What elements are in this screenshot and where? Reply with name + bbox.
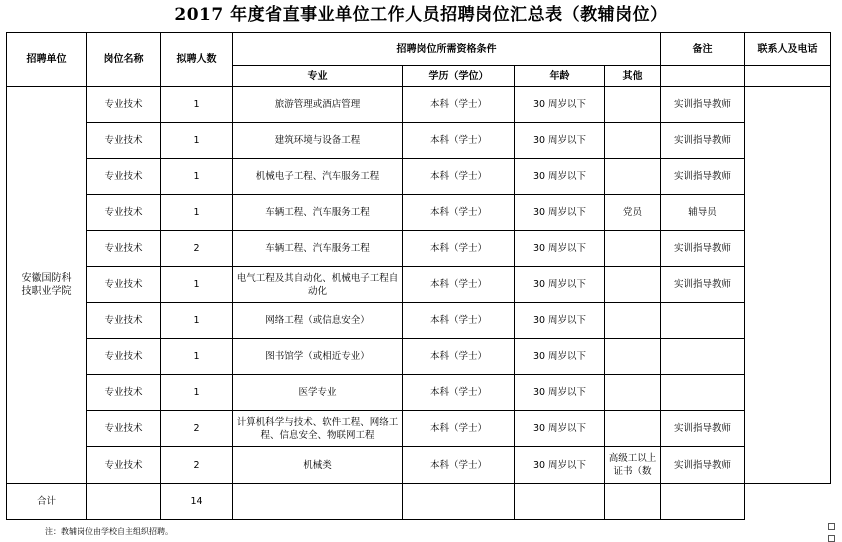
other-cell <box>605 339 661 375</box>
table-row <box>7 231 831 267</box>
degree-cell: 本科（学士） <box>403 303 515 339</box>
remark-cell <box>661 375 745 411</box>
position-cell: 专业技术 <box>87 123 161 159</box>
total-label-cell: 合计 <box>7 484 87 520</box>
other-cell <box>605 159 661 195</box>
table-row <box>7 447 831 484</box>
remark-cell: 实训指导教师 <box>661 123 745 159</box>
remark-cell: 实训指导教师 <box>661 159 745 195</box>
degree-cell: 本科（学士） <box>403 231 515 267</box>
count-cell: 1 <box>161 267 233 303</box>
degree-cell: 本科（学士） <box>403 87 515 123</box>
table-row <box>7 87 831 123</box>
age-cell: 30 周岁以下 <box>515 447 605 484</box>
major-cell: 车辆工程、汽车服务工程 <box>233 195 403 231</box>
total-blank-cell <box>661 484 745 520</box>
table-row <box>7 411 831 447</box>
age-cell: 30 周岁以下 <box>515 159 605 195</box>
header-remark-blank <box>661 66 745 87</box>
age-cell: 30 周岁以下 <box>515 87 605 123</box>
position-cell: 专业技术 <box>87 159 161 195</box>
other-cell <box>605 303 661 339</box>
remark-cell: 实训指导教师 <box>661 231 745 267</box>
major-cell: 计算机科学与技术、软件工程、网络工程、信息安全、物联网工程 <box>233 411 403 447</box>
major-cell: 建筑环境与设备工程 <box>233 123 403 159</box>
header-count: 拟聘人数 <box>161 33 233 87</box>
remark-cell: 实训指导教师 <box>661 267 745 303</box>
other-cell <box>605 375 661 411</box>
other-cell <box>605 231 661 267</box>
major-cell: 网络工程（或信息安全） <box>233 303 403 339</box>
header-contact: 联系人及电话 <box>745 33 831 66</box>
count-cell: 1 <box>161 87 233 123</box>
total-blank-cell <box>233 484 403 520</box>
position-cell: 专业技术 <box>87 411 161 447</box>
header-major: 专业 <box>233 66 403 87</box>
major-cell: 机械类 <box>233 447 403 484</box>
degree-cell: 本科（学士） <box>403 375 515 411</box>
header-degree: 学历（学位） <box>403 66 515 87</box>
remark-cell <box>661 339 745 375</box>
count-cell: 2 <box>161 411 233 447</box>
age-cell: 30 周岁以下 <box>515 339 605 375</box>
other-cell <box>605 411 661 447</box>
position-cell: 专业技术 <box>87 375 161 411</box>
other-cell: 高级工以上证书（数 <box>605 447 661 484</box>
total-count-cell: 14 <box>161 484 233 520</box>
total-blank-cell <box>515 484 605 520</box>
total-blank-cell <box>605 484 661 520</box>
corner-marker <box>828 523 835 530</box>
remark-cell: 实训指导教师 <box>661 411 745 447</box>
major-cell: 机械电子工程、汽车服务工程 <box>233 159 403 195</box>
header-requirements: 招聘岗位所需资格条件 <box>233 33 661 66</box>
age-cell: 30 周岁以下 <box>515 231 605 267</box>
header-position: 岗位名称 <box>87 33 161 87</box>
major-cell: 医学专业 <box>233 375 403 411</box>
unit-name-cell: 安徽国防科技职业学院 <box>7 87 87 484</box>
major-cell: 电气工程及其自动化、机械电子工程自动化 <box>233 267 403 303</box>
other-cell <box>605 267 661 303</box>
table-row <box>7 375 831 411</box>
position-cell: 专业技术 <box>87 231 161 267</box>
total-row <box>7 484 831 520</box>
total-blank-cell <box>87 484 161 520</box>
count-cell: 1 <box>161 159 233 195</box>
recruitment-table <box>6 32 831 520</box>
degree-cell: 本科（学士） <box>403 339 515 375</box>
header-contact-blank <box>745 66 831 87</box>
table-row <box>7 339 831 375</box>
contact-cell <box>745 87 831 484</box>
count-cell: 1 <box>161 195 233 231</box>
position-cell: 专业技术 <box>87 303 161 339</box>
major-cell: 车辆工程、汽车服务工程 <box>233 231 403 267</box>
degree-cell: 本科（学士） <box>403 195 515 231</box>
degree-cell: 本科（学士） <box>403 159 515 195</box>
footnote: 注：教辅岗位由学校自主组织招聘。 <box>45 527 173 536</box>
count-cell: 2 <box>161 447 233 484</box>
table-row <box>7 303 831 339</box>
remark-cell: 实训指导教师 <box>661 447 745 484</box>
position-cell: 专业技术 <box>87 339 161 375</box>
major-cell: 图书馆学（或相近专业） <box>233 339 403 375</box>
remark-cell: 辅导员 <box>661 195 745 231</box>
position-cell: 专业技术 <box>87 195 161 231</box>
degree-cell: 本科（学士） <box>403 411 515 447</box>
count-cell: 1 <box>161 303 233 339</box>
position-cell: 专业技术 <box>87 87 161 123</box>
degree-cell: 本科（学士） <box>403 123 515 159</box>
age-cell: 30 周岁以下 <box>515 375 605 411</box>
header-age: 年龄 <box>515 66 605 87</box>
other-cell <box>605 123 661 159</box>
total-blank-cell <box>403 484 515 520</box>
count-cell: 1 <box>161 123 233 159</box>
other-cell: 党员 <box>605 195 661 231</box>
age-cell: 30 周岁以下 <box>515 267 605 303</box>
other-cell <box>605 87 661 123</box>
remark-cell <box>661 303 745 339</box>
table-row <box>7 159 831 195</box>
table-row <box>7 267 831 303</box>
table-row <box>7 123 831 159</box>
header-unit: 招聘单位 <box>7 33 87 87</box>
count-cell: 1 <box>161 339 233 375</box>
table-title: 2017 年度省直事业单位工作人员招聘岗位汇总表（教辅岗位） <box>174 5 668 25</box>
header-other: 其他 <box>605 66 661 87</box>
major-cell: 旅游管理或酒店管理 <box>233 87 403 123</box>
age-cell: 30 周岁以下 <box>515 411 605 447</box>
age-cell: 30 周岁以下 <box>515 303 605 339</box>
table-row <box>7 195 831 231</box>
remark-cell: 实训指导教师 <box>661 87 745 123</box>
degree-cell: 本科（学士） <box>403 447 515 484</box>
count-cell: 1 <box>161 375 233 411</box>
degree-cell: 本科（学士） <box>403 267 515 303</box>
position-cell: 专业技术 <box>87 267 161 303</box>
age-cell: 30 周岁以下 <box>515 195 605 231</box>
header-remark: 备注 <box>661 33 745 66</box>
count-cell: 2 <box>161 231 233 267</box>
position-cell: 专业技术 <box>87 447 161 484</box>
age-cell: 30 周岁以下 <box>515 123 605 159</box>
